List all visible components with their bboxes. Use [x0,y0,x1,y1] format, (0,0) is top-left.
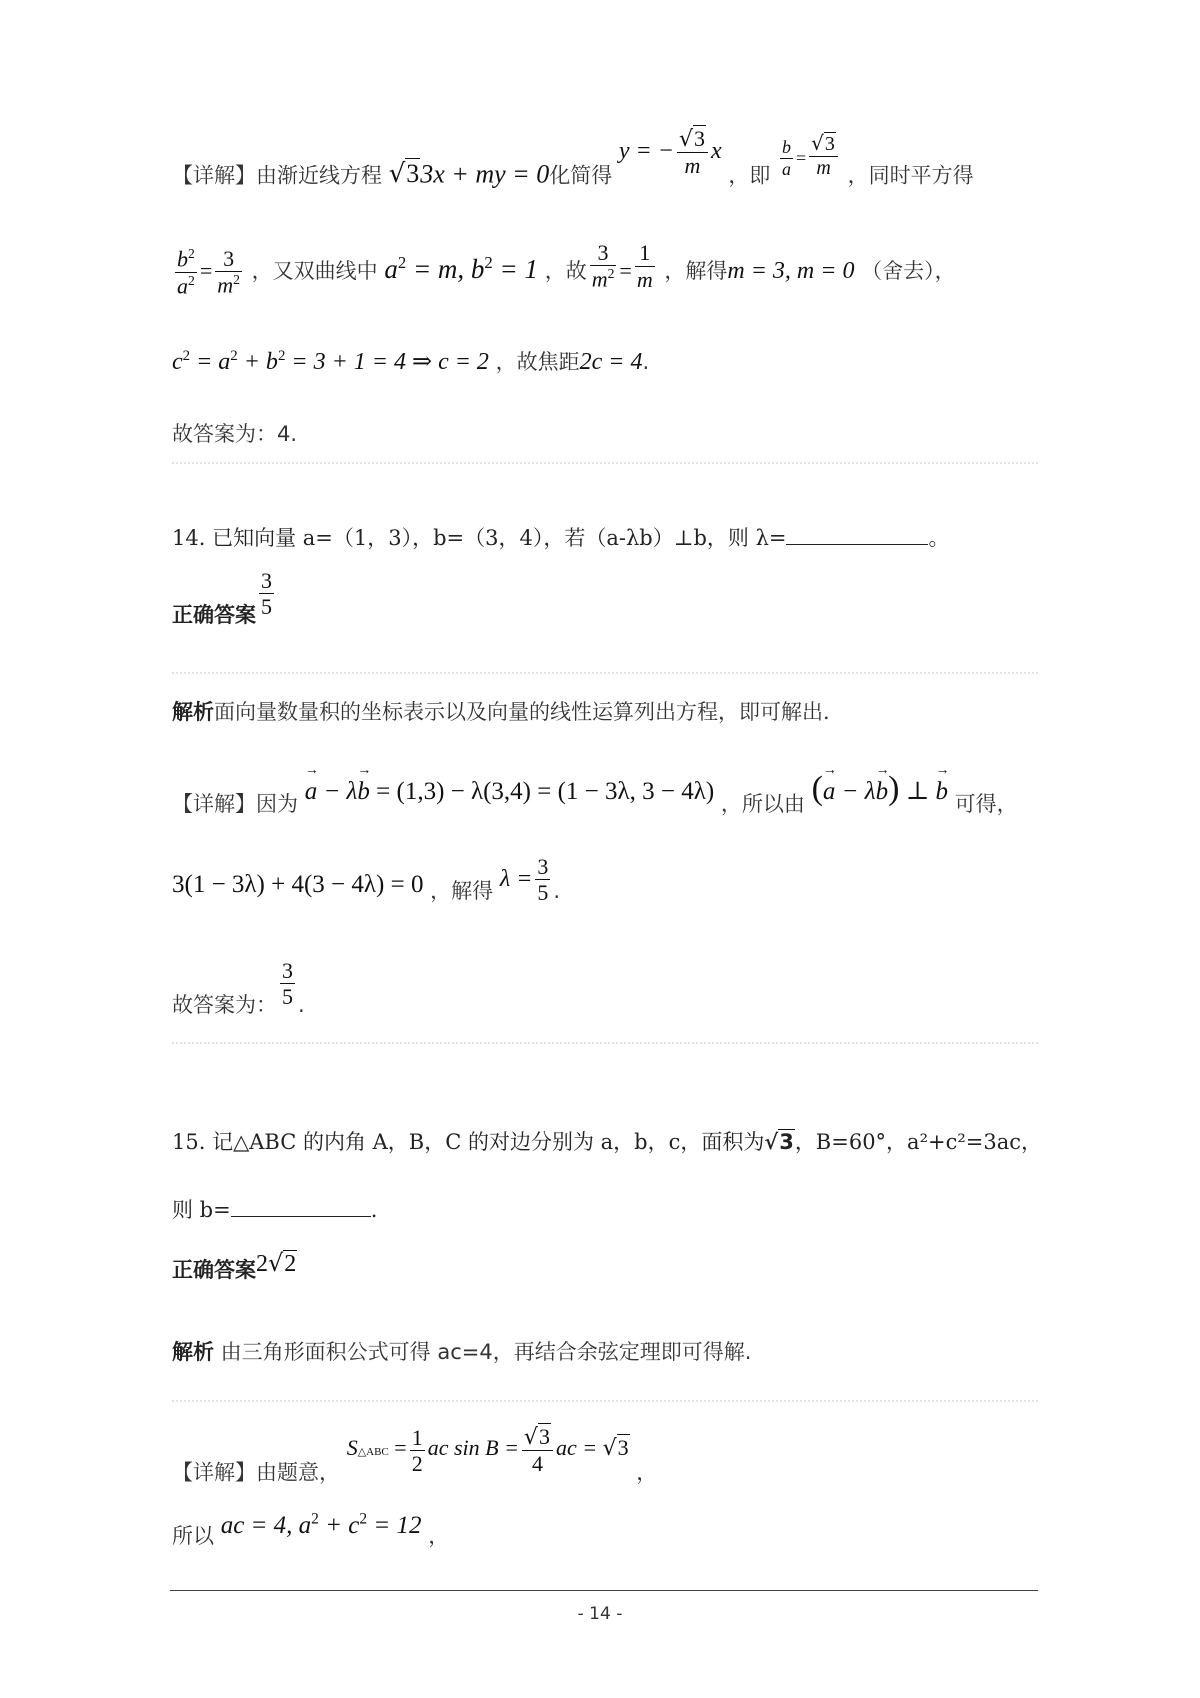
question-text: 则 b= [172,1198,231,1222]
equation: 3(1 − 3λ) + 4(3 − 4λ) = 0 [172,870,424,898]
text: 由题意， [256,1460,340,1485]
equation: √3 [764,1129,794,1154]
text: . [298,992,305,1017]
detail-line-1: 【详解】由渐近线方程 √33x + my = 0化简得 y = − $\frac{√3}{m}$ x ，即 $\frac{b}{a}$ = $\frac{√3}{m}$ ，同时平方得 [172,126,974,190]
fraction: $\frac{√3}{4}$ [522,1424,553,1477]
equation: 2c = 4 [579,349,643,375]
detail-tag: 【详解】 [172,1460,256,1485]
fraction: $\frac{√3}{m}$ [809,132,838,180]
footer-rule [170,1590,1038,1591]
question-14-stem [172,522,949,552]
equation-text: 3x + my = 0 [420,159,550,189]
text: 所以 [172,1524,214,1548]
text: 化简得 [549,163,613,188]
answer-blank[interactable] [231,1216,371,1217]
answer-line: 故答案为：4. [172,422,298,446]
fraction: $\frac{1}{2}$ [411,1424,423,1476]
equation: x [710,138,722,165]
fraction: $\frac{3}{5}$ [282,958,293,1010]
text: ，即 [728,163,771,188]
text: ， [636,1460,658,1485]
question-text: 15. 记△ABC 的内角 A，B，C 的对边分别为 a，b，c，面积为 [172,1130,765,1154]
text: . [553,878,561,903]
detail-tag: 【详解】 [172,792,256,816]
equation: λ = [499,865,533,892]
analysis-15 [172,1336,751,1366]
fraction: $\frac{1}{m}$ [636,240,653,292]
text: . [642,350,650,374]
question-text: 14. 已知向量 a=（1，3），b=（3，4），若（a-λb）⊥b，则 λ= [172,526,787,550]
text: ，所以由 [720,792,805,816]
analysis-text: 由三角形面积公式可得 ac=4，再结合余弦定理即可得解. [214,1340,752,1364]
text: 由渐近线方程 [256,163,382,188]
detail-14-line-2 [172,854,561,918]
question-text: ，B=60°，a²+c²=3ac， [794,1130,1043,1154]
detail-line-2: $\frac{b^2}{a^2}$ = $\frac{3}{m^2}$ ，又双曲线中 $a^2 = m$, $b^2 = 1$ ，故 $\frac{3}{m^2}$ = $\frac{1}{m}$ ，解得m = 3, m = 0 （舍去）， [177,240,956,298]
question-15-stem-line-2 [172,1194,377,1224]
fraction: $\frac{3}{m^2}$ [591,240,615,292]
equation: m = 3, m = 0 [727,258,855,285]
fraction: $\frac{3}{5}$ [537,854,549,906]
detail-15-line-1 [172,1424,658,1501]
equation: y = − [618,138,674,165]
detail-14-line-1 [172,770,1018,820]
correct-answer-14 [172,568,277,627]
equation: 2 [256,1251,268,1277]
equation: (→ a − λ→ b) ⊥ → b [812,778,948,805]
equation: $a^2 = m$, $b^2 = 1$ [384,253,539,285]
divider [172,672,1038,674]
analysis-label: 解析 [172,700,214,724]
text: ，解得 [664,259,728,284]
fraction: $\frac{3}{5}$ [261,568,272,620]
fraction: $\frac{b^2}{a^2}$ [177,246,195,298]
fraction: $\frac{b}{a}$ [782,137,792,179]
text: 可得， [954,792,1018,816]
answer-text: 故答案为： [172,992,277,1017]
equation: ac = 4, $a^2 + c^2 = 12$ [220,1510,422,1539]
text: . [370,1198,378,1222]
correct-answer-label: 正确答案 [172,602,256,627]
correct-answer-label: 正确答案 [172,1258,256,1282]
equation: → a − λ→ b = (1,3) − λ(3,4) = (1 − 3λ, 3 − 4λ) [305,778,715,805]
divider [172,1400,1038,1402]
text: ，故焦距 [495,350,580,374]
fraction: $\frac{3}{m^2}$ [217,246,240,298]
equation: √3 [388,159,420,190]
analysis-14 [172,696,844,726]
divider [172,1042,1038,1044]
correct-answer-15 [172,1248,297,1282]
text: 因为 [256,792,298,816]
divider [172,462,1038,464]
equation: √2 [268,1249,297,1277]
text: ，又双曲线中 [251,259,378,284]
detail-line-3 [172,346,649,376]
equation: S△ABC = $\frac{1}{2}$ ac sin B = $\frac{√3}{4}$ ac = √3 [346,1424,629,1477]
text: 。 [928,526,950,550]
page-number: - 14 - [577,1604,623,1624]
detail-15-line-2 [172,1510,450,1550]
text: ， [428,1524,450,1548]
answer-blank[interactable] [786,544,928,545]
text: ，故 [544,259,587,284]
text: ，同时平方得 [847,163,974,188]
equation: $c^2 = a^2 + b^2 = 3 + 1 = 4$ ⇒ c = 2 [172,348,489,375]
analysis-text: 面向量数量积的坐标表示以及向量的线性运算列出方程，即可解出． [214,700,844,724]
analysis-label: 解析 [172,1340,214,1364]
question-15-stem-line-1 [172,1126,1042,1156]
answer-14 [172,958,305,1017]
fraction: $\frac{√3}{m}$ [677,126,708,179]
detail-tag: 【详解】 [172,163,256,188]
text: ，解得 [430,878,494,903]
text: （舍去）， [861,259,956,284]
